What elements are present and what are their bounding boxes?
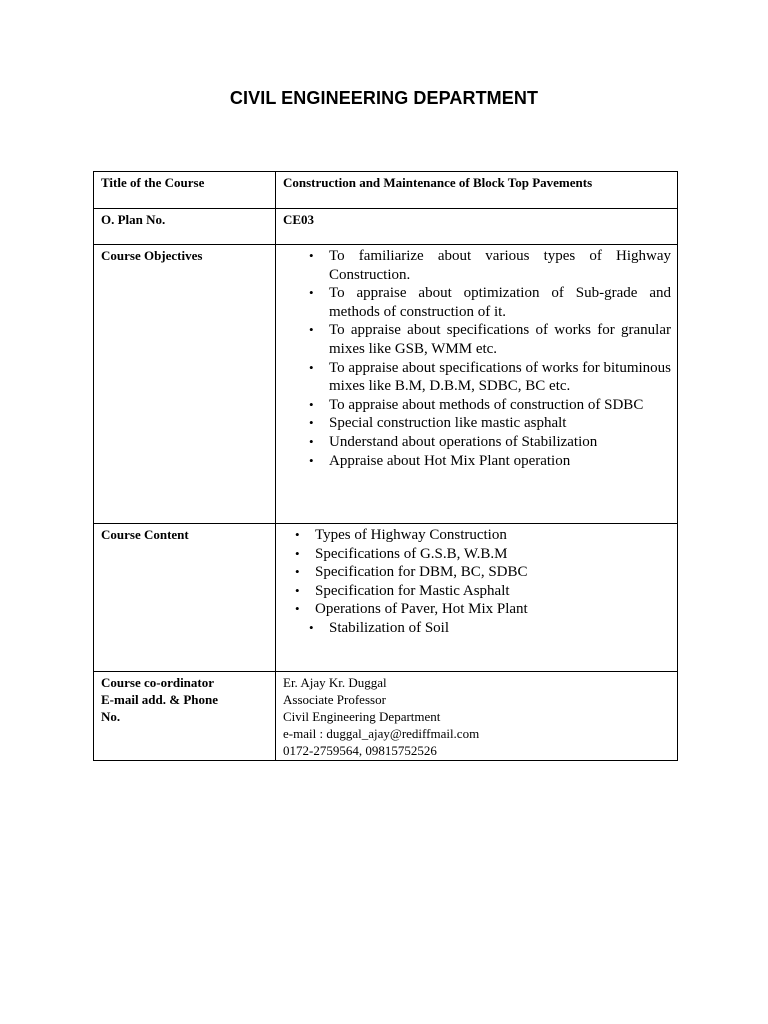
bullet-icon: •: [295, 564, 300, 580]
bullet-icon: •: [309, 433, 314, 449]
bullet-icon: •: [295, 582, 300, 598]
course-title-value: Construction and Maintenance of Block Top Pavements: [276, 172, 678, 209]
plan-no-label: O. Plan No.: [94, 209, 276, 245]
content-cell: [276, 524, 678, 672]
bullet-icon: •: [295, 527, 300, 542]
coordinator-label-line2: E-mail add. & Phone: [101, 692, 219, 707]
list-item: • To appraise about optimization of Sub-grade and methods of construction of it.: [309, 285, 671, 320]
coordinator-designation: Associate Professor: [283, 692, 386, 707]
table-row-coordinator: [94, 672, 678, 761]
coordinator-details: [276, 672, 678, 761]
bullet-icon: •: [309, 396, 314, 412]
bullet-icon: •: [309, 285, 314, 301]
table-row-content: [94, 524, 678, 672]
list-item: • To appraise about methods of construction of SDBC: [309, 396, 644, 413]
page-title: CIVIL ENGINEERING DEPARTMENT: [229, 88, 539, 108]
bullet-icon: •: [309, 415, 314, 431]
coordinator-label: [94, 672, 276, 761]
content-label: Course Content: [94, 524, 276, 672]
list-item: • To appraise about specifications of works for bituminous mixes like B.M, D.B.M, SDBC, BC etc.: [309, 359, 671, 395]
list-item: • Specification for DBM, BC, SDBC: [295, 564, 528, 581]
bullet-icon: •: [309, 619, 314, 635]
table-row-plan-no: [94, 209, 678, 245]
bullet-icon: •: [295, 545, 300, 561]
coordinator-name: Er. Ajay Kr. Duggal: [283, 675, 387, 690]
list-item: • To appraise about specifications of works for granular mixes like GSB, WMM etc.: [309, 322, 671, 357]
list-item: • Types of Highway Construction: [295, 527, 507, 543]
objectives-list: [283, 247, 671, 470]
objectives-cell: [276, 245, 678, 524]
content-list: [283, 526, 671, 638]
list-item: • Special construction like mastic asphalt: [309, 415, 567, 432]
coordinator-phone: 0172-2759564, 09815752526: [283, 743, 437, 758]
list-item: • Appraise about Hot Mix Plant operation: [309, 452, 571, 469]
bullet-icon: •: [309, 359, 314, 375]
coordinator-label-line3: No.: [101, 709, 121, 724]
list-item: • Specifications of G.S.B, W.B.M: [295, 545, 508, 562]
table-row-course-title: [94, 172, 678, 209]
bullet-icon: •: [295, 601, 300, 617]
course-table: [93, 171, 678, 761]
list-item: • Operations of Paver, Hot Mix Plant: [295, 601, 528, 618]
bullet-icon: •: [309, 322, 314, 338]
objectives-label: Course Objectives: [94, 245, 276, 524]
coordinator-email: e-mail : duggal_ajay@rediffmail.com: [283, 726, 480, 741]
table-row-objectives: [94, 245, 678, 524]
list-item: • Understand about operations of Stabilization: [309, 433, 598, 450]
coordinator-label-line1: Course co-ordinator: [101, 675, 215, 690]
coordinator-department: Civil Engineering Department: [283, 709, 441, 724]
list-item: • Stabilization of Soil: [309, 619, 449, 636]
bullet-icon: •: [309, 452, 314, 468]
list-item: • Specification for Mastic Asphalt: [295, 582, 510, 599]
course-title-label: Title of the Course: [94, 172, 276, 209]
bullet-icon: •: [309, 248, 314, 263]
plan-no-value: CE03: [276, 209, 678, 245]
list-item: • To familiarize about various types of Highway Construction.: [309, 248, 671, 283]
